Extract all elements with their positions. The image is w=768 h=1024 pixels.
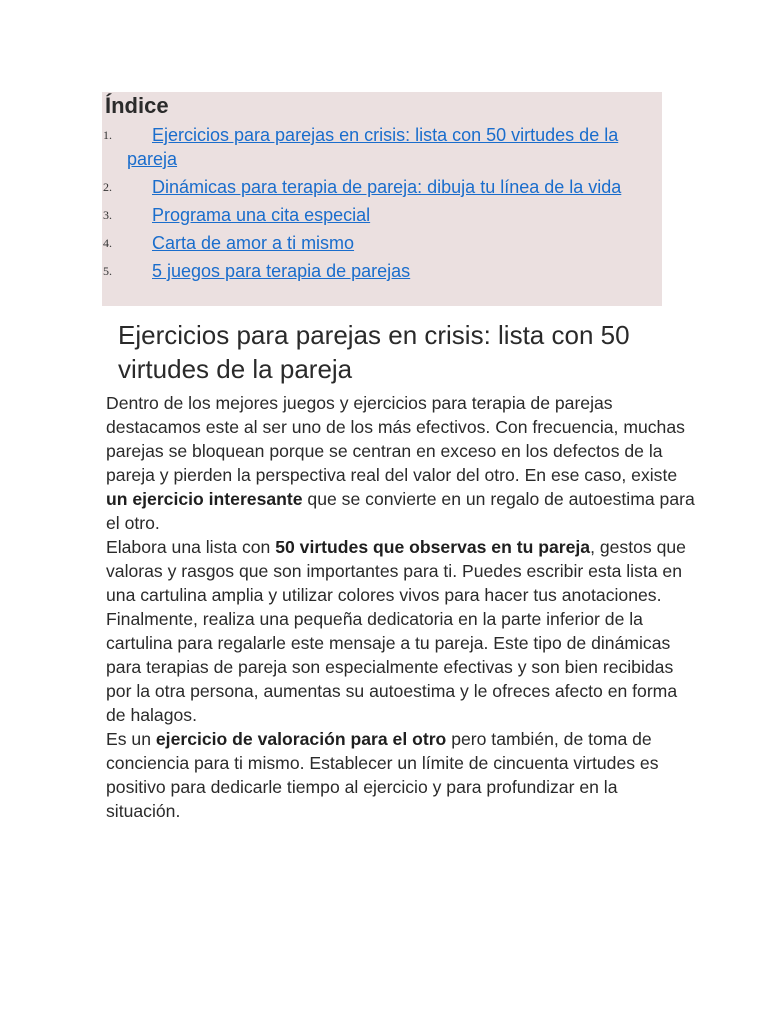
paragraph-3 [106,727,696,823]
toc-list [102,123,662,287]
toc-item [102,123,662,171]
paragraph-1 [106,391,696,535]
table-of-contents [102,92,662,306]
paragraph-text: Elabora una lista con [106,537,276,557]
toc-item [102,175,662,199]
paragraph-text: que se convierte en un regalo de autoestima para el otro. [106,489,695,533]
toc-item [102,203,662,227]
toc-title: Índice [105,93,169,118]
paragraph-text: pero también, de toma de conciencia para ti mismo. Establecer un límite de cincuenta virtudes es positivo para dedicarle tiempo al ejercicio y para profundizar en la situación. [106,729,659,821]
toc-item-number: 4. [103,236,112,250]
toc-item-number: 1. [103,128,112,142]
paragraph-text: Dentro de los mejores juegos y ejercicios para terapia de parejas destacamos este al ser uno de los más efectivos. Con frecuencia, muchas parejas se bloquean porque se centran en exceso en los defectos de la pareja y pierden la perspectiva real del valor del otro. En ese caso, existe [106,393,685,485]
toc-item-number: 2. [103,180,112,194]
section-title: Ejercicios para parejas en crisis: lista con 50 virtudes de la pareja [118,320,630,384]
article-body [106,391,696,823]
toc-link-ejercicios-crisis[interactable]: Ejercicios para parejas en crisis: lista con 50 virtudes de la pareja [127,125,619,169]
bold-phrase: ejercicio de valoración para el otro [155,729,447,749]
paragraph-text: Es un [106,729,156,749]
toc-link-cita-especial[interactable]: Programa una cita especial [152,205,371,225]
bold-phrase: un ejercicio interesante [106,489,303,509]
toc-item [102,259,662,283]
toc-link-dinamicas-terapia[interactable]: Dinámicas para terapia de pareja: dibuja tu línea de la vida [152,177,622,197]
toc-link-carta-amor[interactable]: Carta de amor a ti mismo [152,233,355,253]
toc-item-number: 3. [103,208,112,222]
toc-link-juegos-terapia[interactable]: 5 juegos para terapia de parejas [152,261,411,281]
paragraph-2 [106,535,696,727]
toc-item [102,231,662,255]
paragraph-text: , gestos que valoras y rasgos que son importantes para ti. Puedes escribir esta lista en una cartulina amplia y utilizar colores vivos para hacer tus anotaciones. Finalmente, realiza una pequeña dedicatoria en la parte inferior de la cartulina para regalarle este mensaje a tu pareja. Este tipo de dinámicas para terapias de pareja son especialmente efectivas y son bien recibidas por la otra persona, aumentas su autoestima y le ofreces afecto en forma de halagos. [106,537,686,725]
bold-phrase: 50 virtudes que observas en tu pareja [275,537,591,557]
toc-item-number: 5. [103,264,112,278]
